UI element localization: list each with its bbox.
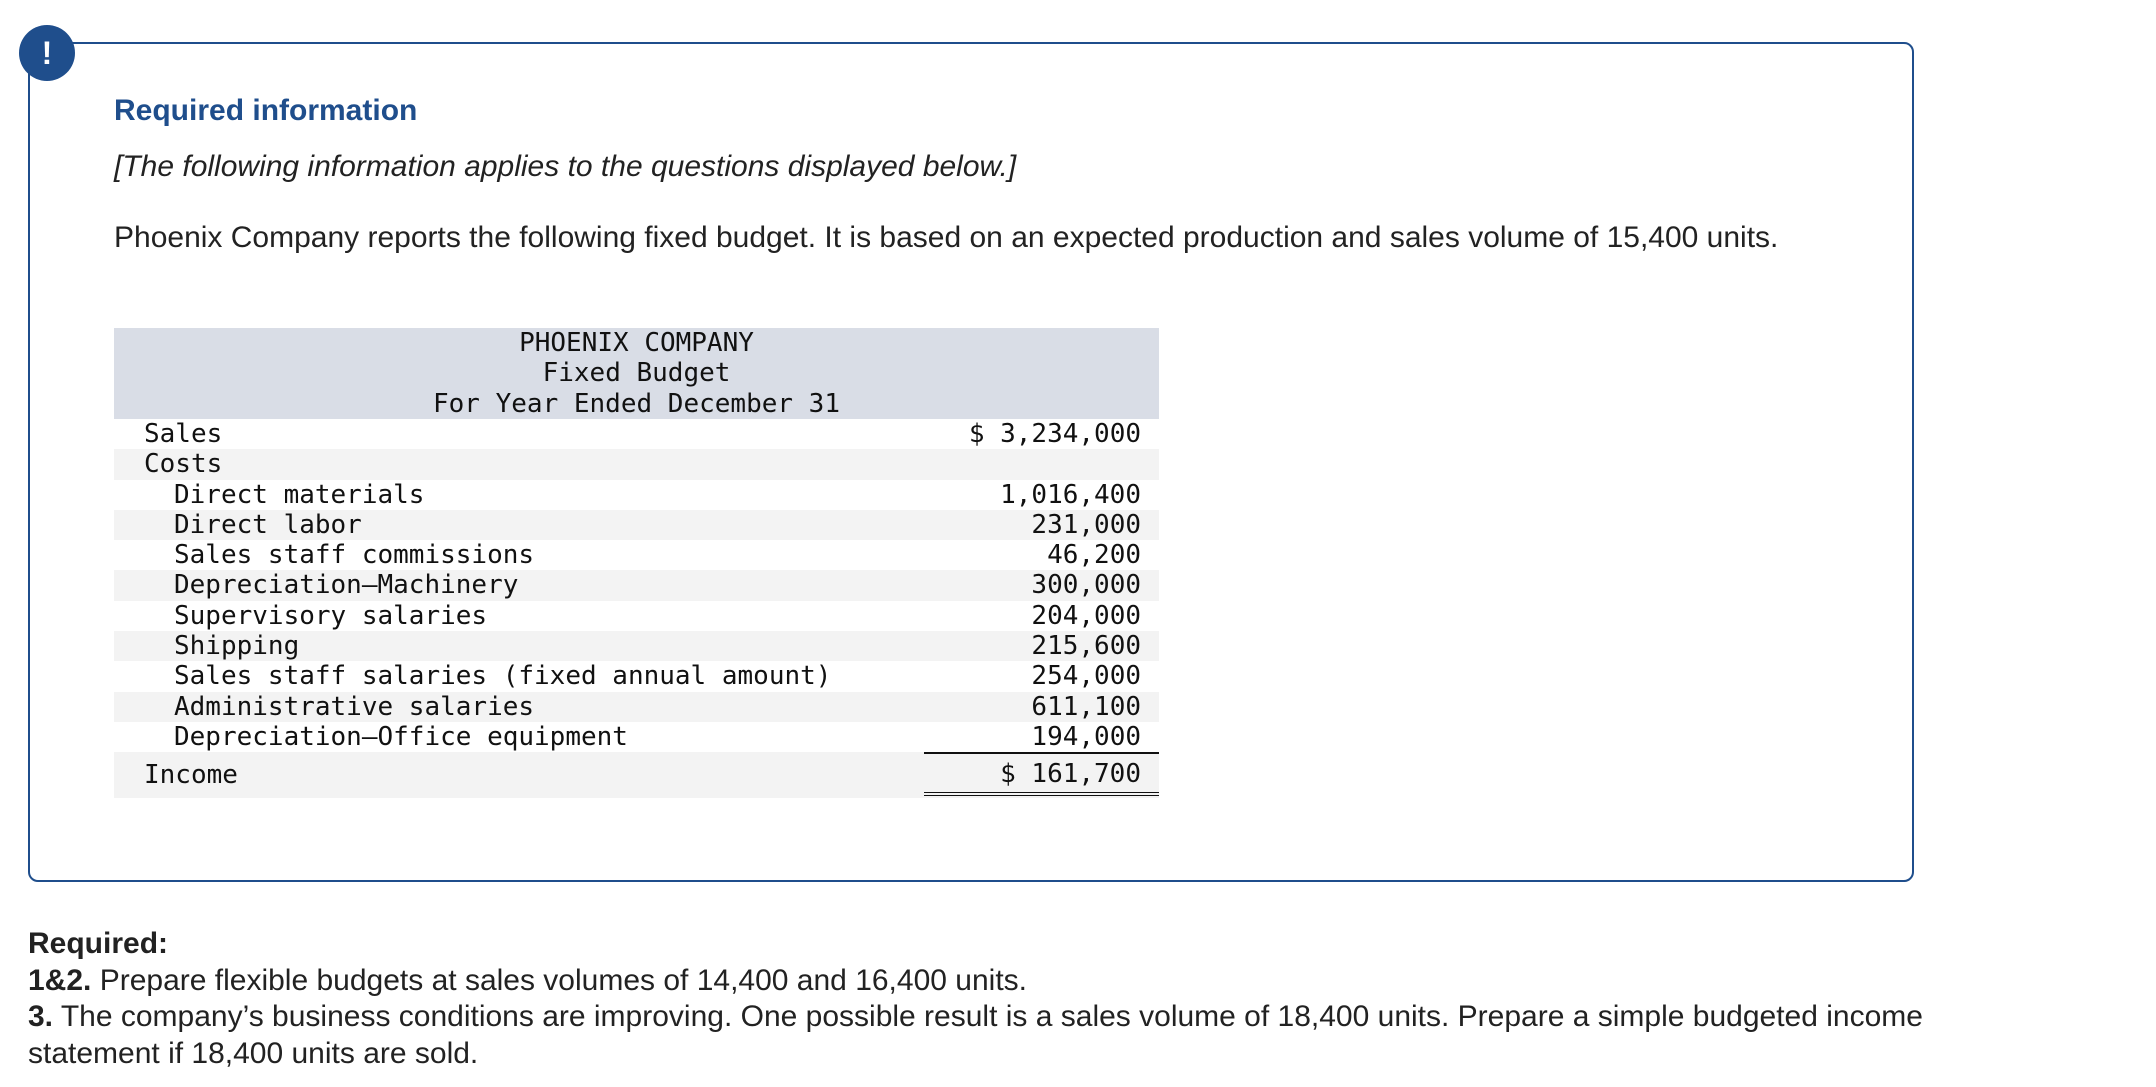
row-value: 254,000 (1031, 661, 1141, 692)
row-value: 194,000 (1031, 721, 1141, 752)
required-information-title: Required information (114, 94, 418, 127)
row-label: Shipping (174, 631, 300, 662)
budget-type: Fixed Budget (542, 358, 731, 389)
required-item-number: 1&2. (28, 963, 92, 997)
cost-row (114, 661, 1159, 691)
row-value: 1,016,400 (1000, 479, 1141, 510)
cost-row (114, 601, 1159, 631)
required-item (28, 999, 1928, 1072)
row-value: 611,100 (1031, 691, 1141, 722)
cost-row (114, 480, 1159, 510)
row-value: 231,000 (1031, 509, 1141, 540)
income-row (114, 752, 1159, 798)
fixed-budget-table (114, 328, 1159, 798)
required-item (28, 963, 1928, 1000)
cost-row (114, 631, 1159, 661)
required-item-number: 3. (28, 1000, 54, 1033)
row-label: Sales staff salaries (fixed annual amount) (174, 661, 832, 692)
row-value: $ 3,234,000 (968, 419, 1141, 449)
row-value: 300,000 (1031, 570, 1141, 601)
applies-note: [The following information applies to the questions displayed below.] (114, 150, 1017, 183)
alert-icon: ! (19, 25, 75, 81)
row-value: $ 161,700 (924, 752, 1159, 796)
row-label: Income (144, 760, 238, 791)
budget-period: For Year Ended December 31 (433, 388, 840, 419)
cost-row (114, 570, 1159, 600)
cost-row (114, 722, 1159, 752)
cost-row (114, 540, 1159, 570)
row-label: Depreciation—Machinery (174, 570, 519, 601)
required-section (28, 926, 1928, 1072)
required-item-text: Prepare flexible budgets at sales volumes of 14,400 and 16,400 units. (91, 963, 1027, 997)
row-label: Depreciation—Office equipment (174, 721, 628, 752)
row-label: Direct labor (174, 509, 362, 540)
costs-row (114, 449, 1159, 479)
company-name: PHOENIX COMPANY (519, 328, 754, 358)
row-label: Sales (144, 419, 223, 449)
row-label: Administrative salaries (174, 691, 535, 722)
row-value: 46,200 (1047, 540, 1141, 571)
row-label: Supervisory salaries (174, 600, 488, 631)
required-heading: Required: (28, 927, 169, 960)
cost-row (114, 510, 1159, 540)
row-label: Costs (144, 449, 223, 480)
intro-text: Phoenix Company reports the following fixed budget. It is based on an expected production and sales volume of 15,400 units. (114, 221, 1779, 254)
row-value: 204,000 (1031, 600, 1141, 631)
cost-row (114, 692, 1159, 722)
sales-row (114, 419, 1159, 449)
row-value (924, 449, 1159, 479)
required-item-text: The company’s business conditions are improving. One possible result is a sales volume of 18,400 units. Prepare a simple budgeted income statement if 18,400 units are sold. (28, 1000, 1923, 1070)
row-label: Direct materials (174, 479, 425, 510)
row-value: 215,600 (1031, 631, 1141, 662)
row-label: Sales staff commissions (174, 540, 535, 571)
budget-header (114, 328, 1159, 419)
